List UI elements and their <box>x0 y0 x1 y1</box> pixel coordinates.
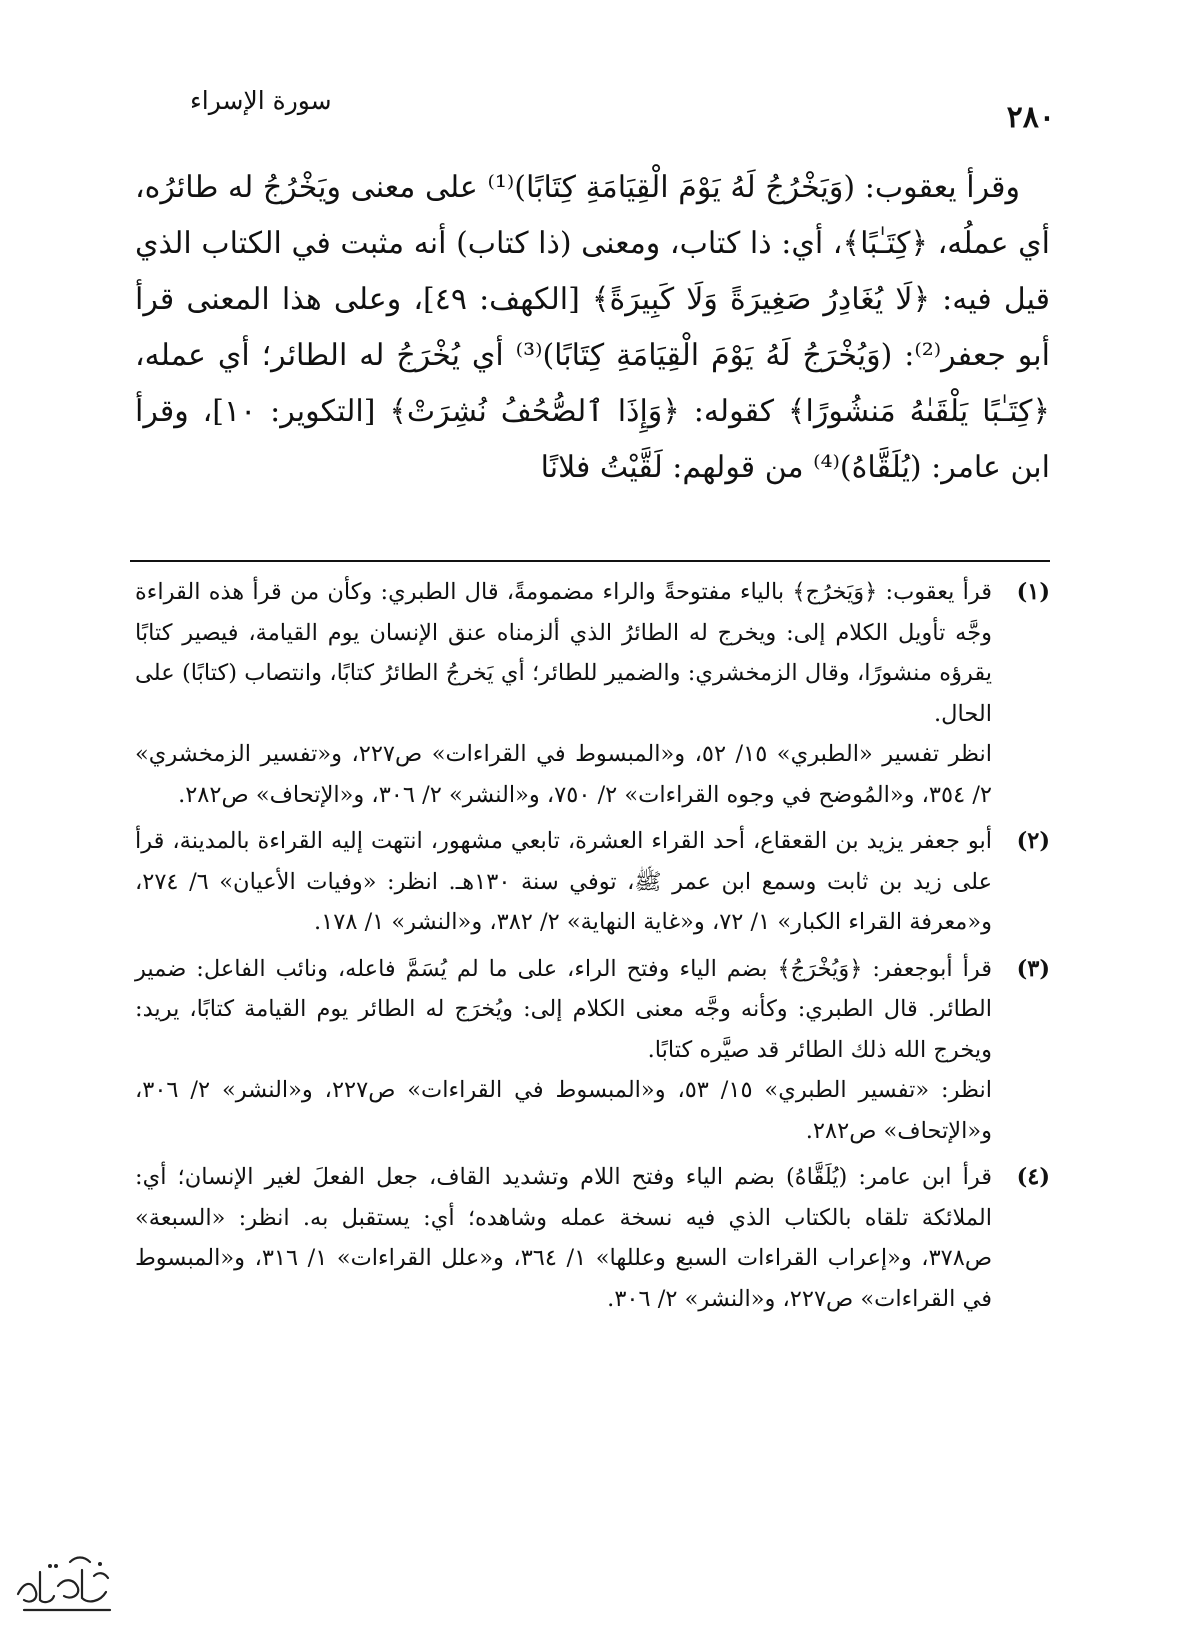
footnote-3 <box>135 949 1050 1152</box>
footnote-4 <box>135 1157 1050 1319</box>
page-header <box>190 78 1055 138</box>
main-paragraph: وقرأ يعقوب: (وَيَخْرُجُ لَهُ يَوْمَ الْقِيَامَةِ كِتَابًا)⁽¹⁾ على معنى ويَخْرُجُ له طائرُه، أي عملُه، ﴿كِتَـٰبًا﴾، أي: ذا كتاب، ومعنى (ذا كتاب) أنه مثبت في الكتاب الذي قيل فيه: ﴿لَا يُغَادِرُ صَغِيرَةً وَلَا كَبِيرَةً﴾ [الكهف: ٤٩]، وعلى هذا المعنى قرأ أبو جعفر⁽²⁾: (وَيُخْرَجُ لَهُ يَوْمَ الْقِيَامَةِ كِتَابًا)⁽³⁾ أي يُخْرَجُ له الطائر؛ أي عمله، ﴿كِتَـٰبًا يَلْقَىٰهُ مَنشُورًا﴾ كقوله: ﴿وَإِذَا ٱلصُّحُفُ نُشِرَتْ﴾ [التكوير: ١٠]، وقرأ ابن عامر: (يُلَقَّاهُ)⁽⁴⁾ من قولهم: لَقَّيْتُ فلانًا <box>135 170 1050 485</box>
footnote-text: قرأ يعقوب: ﴿وَيَخرُج﴾ بالياء مفتوحةً والراء مضمومةً، قال الطبري: وكأن من قرأ هذه القراءة وجَّه تأويل الكلام إلى: ويخرج له الطائرُ الذي ألزمناه عنق الإنسان يوم القيامة، فيصير كتابًا يقرؤه منشورًا، وقال الزمخشري: والضمير للطائر؛ أي يَخرجُ الطائرُ كتابًا، وانتصاب (كتابًا) على الحال. <box>135 579 992 727</box>
footnote-number: (٤) <box>1016 1164 1050 1190</box>
footnote-number: (٢) <box>1016 828 1050 854</box>
footnote-number: (٣) <box>1016 955 1050 982</box>
calligraphy-logo-icon <box>10 1542 120 1622</box>
footnotes <box>135 572 1050 1325</box>
footnote-references: انظر: «تفسير الطبري» ١٥/ ٥٣، و«المبسوط في القراءات» ص٢٢٧، و«النشر» ٢/ ٣٠٦، و«الإتحاف» ص٢٨٢. <box>135 1077 993 1144</box>
footnote-1 <box>135 572 1050 815</box>
footnote-references: انظر تفسير «الطبري» ١٥/ ٥٢، و«المبسوط في القراءات» ص٢٢٧، و«تفسير الزمخشري» ٢/ ٣٥٤، و«المُوضح في وجوه القراءات» ٢/ ٧٥٠، و«النشر» ٢/ ٣٠٦، و«الإتحاف» ص٢٨٢. <box>135 741 992 808</box>
footnote-number: (١) <box>1016 579 1050 605</box>
footnote-text: أبو جعفر يزيد بن القعقاع، أحد القراء العشرة، تابعي مشهور، انتهت إليه القراءة بالمدينة، قرأ على زيد بن ثابت وسمع ابن عمر ﷺ، توفي سنة ١٣٠هـ. انظر: «وفيات الأعيان» ٦/ ٢٧٤، و«معرفة القراء الكبار» ١/ ٧٢، و«غاية النهاية» ٢/ ٣٨٢، و«النشر» ١/ ١٧٨. <box>135 828 992 935</box>
footnote-text: قرأ ابن عامر: (يُلَقَّاهُ) بضم الياء وفتح اللام وتشديد القاف، جعل الفعلَ لغير الإنسان؛ أي: الملائكة تلقاه بالكتاب الذي فيه نسخة عمله وشاهده؛ أي: يستقبل به. انظر: «السبعة» ص٣٧٨، و«إعراب القراءات السبع وعللها» ١/ ٣٦٤، و«علل القراءات» ١/ ٣١٦، و«المبسوط في القراءات» ص٢٢٧، و«النشر» ٢/ ٣٠٦. <box>135 1164 993 1312</box>
footnote-2 <box>135 821 1050 943</box>
page-number: ٢٨٠ <box>1006 100 1055 135</box>
main-text <box>135 160 1050 496</box>
footnote-divider <box>130 560 1050 562</box>
surah-title: سورة الإسراء <box>190 86 332 115</box>
footnote-text: قرأ أبوجعفر: ﴿وَيُخْرَجُ﴾ بضم الياء وفتح الراء، على ما لم يُسَمَّ فاعله، ونائب الفاعل: ضمير الطائر. قال الطبري: وكأنه وجَّه معنى الكلام إلى: ويُخرَج له الطائر يوم القيامة كتابًا، يريد: ويخرج الله ذلك الطائر قد صيَّره كتابًا. <box>135 955 992 1063</box>
